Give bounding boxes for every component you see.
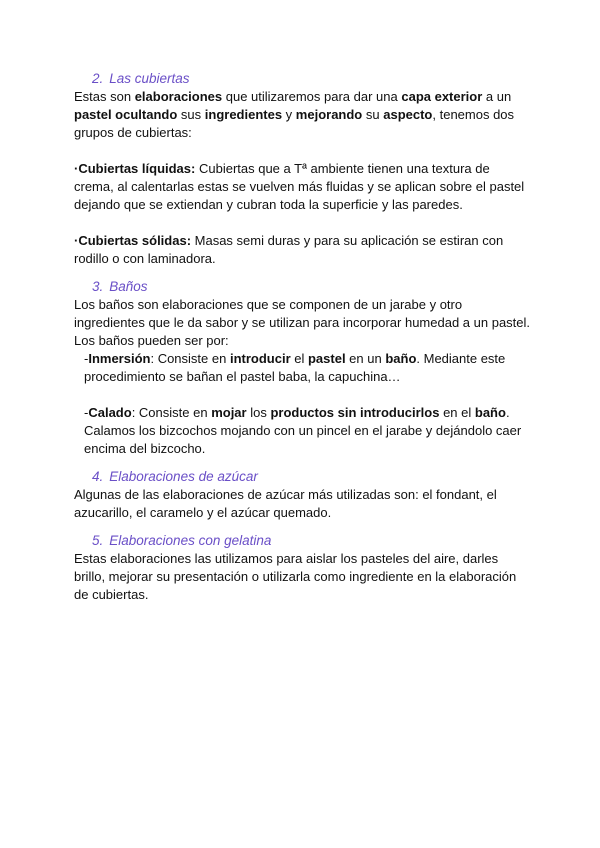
paragraph-gelatina: Estas elaboraciones las utilizamos para aislar los pasteles del aire, darles brillo, mejorar su presentación o utilizarla como ingrediente en la elaboración de cubiertas. bbox=[74, 551, 517, 602]
text-run: : Consiste en bbox=[131, 405, 212, 420]
text-run: - bbox=[84, 351, 89, 366]
heading-title: Elaboraciones con gelatina bbox=[109, 533, 272, 548]
label-cubiertas-solidas: ·Cubiertas sólidas: bbox=[74, 233, 192, 248]
text-run: Estas son bbox=[74, 89, 135, 104]
label-cubiertas-liquidas: ·Cubiertas líquidas: bbox=[74, 161, 196, 176]
text-run: en un bbox=[345, 351, 386, 366]
bold-text-run: baño bbox=[474, 405, 506, 420]
bold-text-run: pastel bbox=[307, 351, 346, 366]
text-run: su bbox=[362, 107, 384, 122]
text-run: sus bbox=[177, 107, 205, 122]
text-run: y bbox=[282, 107, 296, 122]
paragraph-cubiertas-solidas bbox=[74, 232, 530, 268]
text-run: . Mediante este procedimiento se bañan el pastel baba, la capuchina… bbox=[84, 351, 506, 384]
heading-title: Las cubiertas bbox=[109, 71, 190, 86]
bold-text-run: mojar bbox=[211, 405, 247, 420]
heading-gelatina bbox=[92, 532, 530, 550]
text-run: , tenemos dos grupos de cubiertas: bbox=[74, 107, 515, 140]
bold-text-run: pastel ocultando bbox=[74, 107, 178, 122]
text-run: - bbox=[84, 405, 89, 420]
text-run: : Consiste en bbox=[150, 351, 230, 366]
heading-banos bbox=[92, 278, 530, 296]
bold-text-run: Inmersión bbox=[88, 351, 151, 366]
heading-title: Baños bbox=[109, 279, 148, 294]
bold-text-run: Calado bbox=[88, 405, 132, 420]
bold-text-run: elaboraciones bbox=[134, 89, 223, 104]
paragraph-cubiertas-intro bbox=[74, 88, 530, 142]
bold-text-run: mejorando bbox=[295, 107, 363, 122]
heading-number: 3. bbox=[92, 279, 104, 294]
bold-text-run: introducir bbox=[229, 351, 291, 366]
text-run: a un bbox=[482, 89, 512, 104]
text-run: en el bbox=[439, 405, 475, 420]
text-run: . Calamos los bizcochos mojando con un pincel en el jarabe y dejándolo caer encima del bizcocho. bbox=[84, 405, 522, 456]
paragraph-banos-types-intro: Los baños pueden ser por: bbox=[74, 333, 229, 348]
paragraph-banos-inmersion bbox=[74, 350, 530, 386]
bold-text-run: productos sin introducirlos bbox=[270, 405, 440, 420]
bold-text-run: capa exterior bbox=[401, 89, 483, 104]
text-run: el bbox=[290, 351, 308, 366]
text-run: los bbox=[246, 405, 271, 420]
heading-number: 5. bbox=[92, 533, 104, 548]
bold-text-run: aspecto bbox=[383, 107, 433, 122]
text-cubiertas-liquidas: Cubiertas que a Tª ambiente tienen una textura de crema, al calentarlas estas se vuelven más fluidas y se aplican sobre el pastel dejando que se extiendan y cubran toda la superficie y las paredes. bbox=[74, 161, 525, 212]
text-run: que utilizaremos para dar una bbox=[222, 89, 402, 104]
bold-text-run: ingredientes bbox=[204, 107, 283, 122]
document-page bbox=[74, 70, 530, 604]
paragraph-cubiertas-liquidas bbox=[74, 160, 530, 214]
paragraph-azucar: Algunas de las elaboraciones de azúcar más utilizadas son: el fondant, el azucarillo, el caramelo y el azúcar quemado. bbox=[74, 487, 497, 520]
heading-number: 4. bbox=[92, 469, 104, 484]
heading-cubiertas bbox=[92, 70, 530, 88]
bold-text-run: baño bbox=[385, 351, 417, 366]
heading-title: Elaboraciones de azúcar bbox=[109, 469, 258, 484]
paragraph-banos-calado bbox=[74, 404, 530, 458]
paragraph-banos-intro: Los baños son elaboraciones que se componen de un jarabe y otro ingredientes que le da sabor y se utilizan para incorporar humedad a un pastel. bbox=[74, 297, 531, 330]
text-cubiertas-solidas: Masas semi duras y para su aplicación se estiran con rodillo o con laminadora. bbox=[74, 233, 504, 266]
heading-number: 2. bbox=[92, 71, 104, 86]
heading-azucar bbox=[92, 468, 530, 486]
